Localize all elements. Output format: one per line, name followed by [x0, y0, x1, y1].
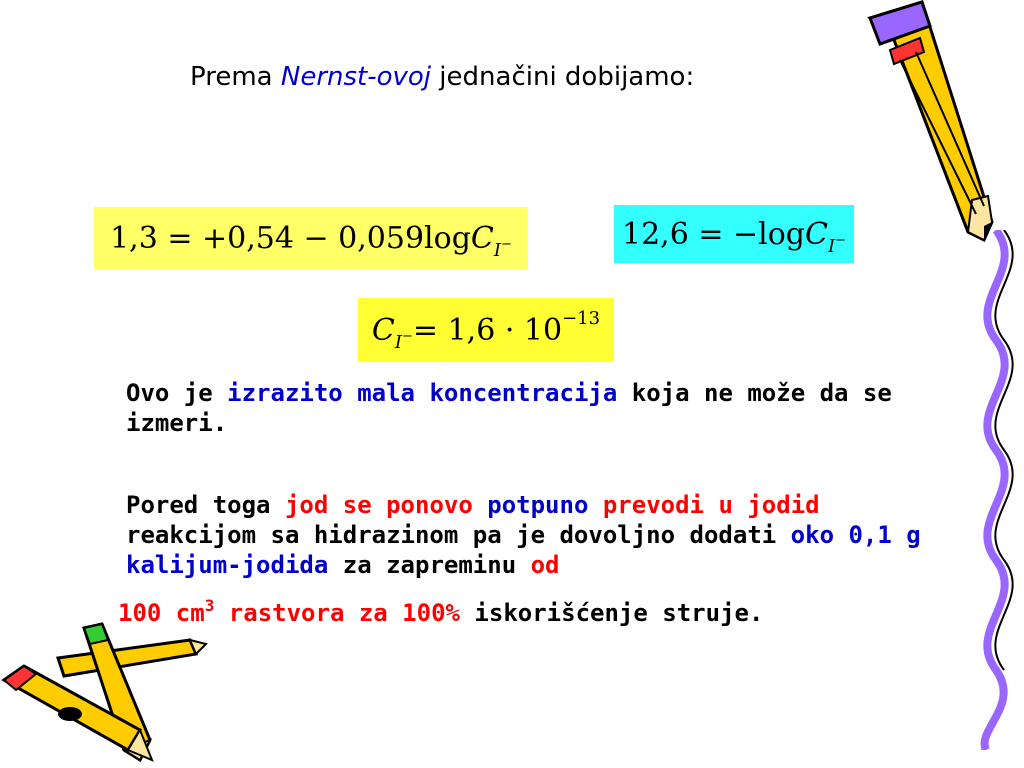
pencils-cluster-icon — [0, 610, 210, 768]
p3-red-2: rastvora za 100% — [214, 599, 460, 627]
equation-1-lhs: 1,3 = +0,54 − 0,059log — [110, 220, 471, 256]
p2-red-1: jod se ponovo — [284, 491, 473, 519]
paragraph-2 — [126, 490, 946, 580]
p2-blue-2: oko 0,1 g kalijum-jodida — [126, 521, 921, 579]
slide-title — [190, 62, 694, 92]
equation-3-exp: −13 — [562, 307, 601, 329]
equation-1-sub: I− — [493, 236, 512, 261]
wavy-border-icon — [966, 230, 1024, 750]
p3-red-1: 100 cm — [118, 599, 205, 627]
equation-box-2 — [614, 205, 854, 263]
p2-text-g: reakcijom sa hidrazinom pa je dovoljno dodati — [126, 521, 791, 549]
pencil-icon — [860, 0, 1000, 245]
paragraph-1 — [126, 378, 946, 438]
equation-2-lhs: 12,6 = −log — [621, 216, 805, 252]
p3-sup: 3 — [204, 596, 215, 615]
equation-2-var: C — [805, 216, 828, 252]
p2-red-3: od — [530, 551, 560, 579]
p2-text-i: za zapreminu — [328, 551, 531, 579]
paragraph-3 — [118, 598, 938, 631]
title-part1: Prema — [190, 62, 281, 92]
equation-3-sub: I− — [394, 328, 413, 353]
equation-2-sub: I− — [827, 232, 846, 257]
p2-space-2 — [588, 491, 602, 519]
equation-box-3 — [358, 298, 614, 362]
equation-box-1 — [94, 207, 528, 269]
equation-3-var: C — [371, 312, 395, 348]
p2-space-1 — [473, 491, 487, 519]
title-part2: jednačini dobijamo: — [431, 62, 695, 92]
equation-3-rhs: = 1,6 · 10 — [412, 312, 563, 348]
p1-highlight: izrazito mala koncentracija — [227, 379, 618, 407]
p1-text-a: Ovo je — [126, 379, 228, 407]
equation-1-var: C — [470, 220, 494, 256]
title-highlight: Nernst-ovoj — [280, 62, 432, 92]
p1-text-c: koja ne može da se izmeri. — [126, 379, 892, 437]
p3-text-c: iskorišćenje struje. — [459, 599, 764, 627]
p2-text-a: Pored toga — [126, 491, 285, 519]
p2-red-2: prevodi u jodid — [602, 491, 820, 519]
p2-blue-1: potpuno — [487, 491, 589, 519]
